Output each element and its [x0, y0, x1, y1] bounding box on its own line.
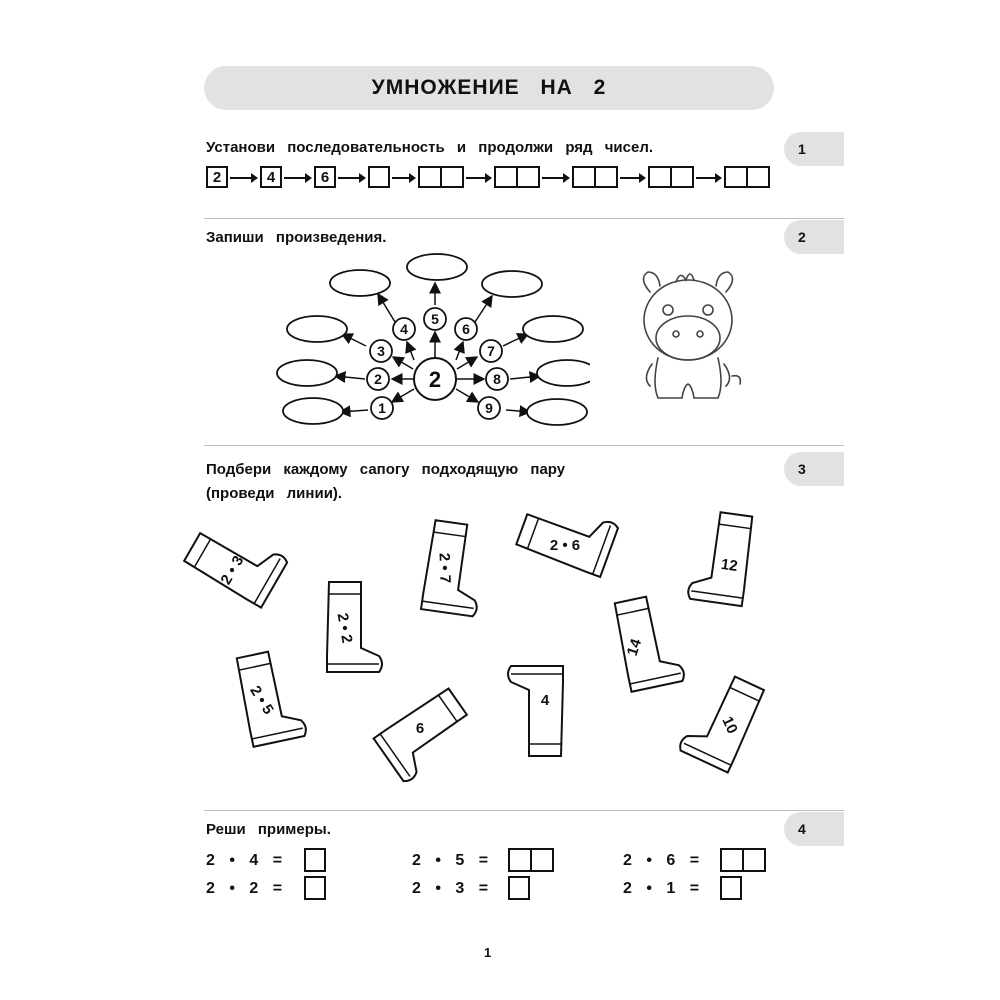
sequence-arrow: [230, 177, 256, 179]
task2-text: Запиши произведения.: [206, 229, 387, 246]
spoke-label: 9: [485, 400, 493, 416]
sequence-arrow: [284, 177, 310, 179]
spoke-label: 2: [374, 371, 382, 387]
answer-box[interactable]: [508, 876, 530, 900]
answer-oval[interactable]: [407, 254, 467, 280]
boot[interactable]: [613, 592, 686, 691]
example: 2 • 4 =: [206, 852, 283, 869]
sequence-answer-box[interactable]: [418, 166, 464, 188]
task3-number-label: 3: [798, 461, 806, 477]
answer-box[interactable]: [304, 876, 326, 900]
answer-box[interactable]: [720, 848, 766, 872]
answer-oval[interactable]: [523, 316, 583, 342]
center-number: 2: [428, 367, 442, 392]
sequence-arrow: [542, 177, 568, 179]
boot[interactable]: [678, 668, 766, 773]
task1-text: Установи последовательность и продолжи ряд чисел.: [206, 139, 654, 156]
example: 2 • 6 =: [623, 852, 700, 869]
answer-oval[interactable]: [482, 271, 542, 297]
section-divider: [204, 445, 844, 446]
answer-oval[interactable]: [283, 398, 343, 424]
sequence-answer-box[interactable]: [494, 166, 540, 188]
boot[interactable]: [374, 687, 479, 784]
example: 2 • 2 =: [206, 880, 283, 897]
spoke-label: 4: [400, 321, 408, 337]
task3-text-line2: (проведи линии).: [206, 485, 343, 502]
sequence-box-3: 6: [314, 166, 336, 188]
sequence-box-2: 4: [260, 166, 282, 188]
answer-oval[interactable]: [527, 399, 587, 425]
sequence-answer-box[interactable]: [572, 166, 618, 188]
boots-illustration: [170, 500, 810, 800]
boot-label: 2 • 2: [333, 611, 356, 645]
task2-number: [784, 220, 844, 254]
section-divider: [204, 218, 844, 219]
boot[interactable]: [687, 509, 754, 606]
title-bar: [204, 66, 774, 110]
sequence-arrow: [338, 177, 364, 179]
answer-box[interactable]: [720, 876, 742, 900]
spoke-label: 5: [431, 311, 439, 327]
task1-number-label: 1: [798, 141, 806, 157]
boot-label: 2 • 5: [246, 682, 277, 718]
sequence-answer-box[interactable]: [368, 166, 390, 188]
answer-box[interactable]: [508, 848, 554, 872]
boot[interactable]: [516, 500, 619, 577]
spoke-label: 3: [377, 343, 385, 359]
task2-number-label: 2: [798, 229, 806, 245]
answer-oval[interactable]: [287, 316, 347, 342]
boot-label: 12: [719, 555, 739, 576]
boot[interactable]: [327, 582, 382, 672]
task3-number: [784, 452, 844, 486]
answer-oval[interactable]: [277, 360, 337, 386]
example: 2 • 1 =: [623, 880, 700, 897]
section-divider: [204, 810, 844, 811]
example: 2 • 3 =: [412, 880, 489, 897]
boot-label: 14: [623, 636, 646, 658]
spoke-label: 8: [493, 371, 501, 387]
sequence-box-1: 2: [206, 166, 228, 188]
boot[interactable]: [235, 647, 308, 746]
hippo-illustration: [628, 258, 748, 408]
boot-label: 2 • 6: [549, 537, 581, 554]
sequence-arrow: [620, 177, 644, 179]
product-diagram: [270, 246, 590, 436]
sequence-arrow: [696, 177, 720, 179]
spoke-label: 1: [378, 400, 386, 416]
task1-number: [784, 132, 844, 166]
boot-label: 4: [540, 692, 550, 709]
page-number: 1: [484, 945, 492, 960]
boot[interactable]: [421, 520, 488, 617]
sequence-arrow: [466, 177, 490, 179]
sequence-arrow: [392, 177, 414, 179]
sequence-answer-box[interactable]: [648, 166, 694, 188]
example: 2 • 5 =: [412, 852, 489, 869]
task4-text: Реши примеры.: [206, 821, 331, 838]
boot-label: 10: [718, 714, 741, 737]
boot-label: 2 • 7: [435, 552, 454, 584]
sequence-answer-box[interactable]: [724, 166, 770, 188]
task4-number: [784, 812, 844, 846]
page-title: УМНОЖЕНИЕ НА 2: [371, 76, 607, 99]
boot[interactable]: [183, 515, 288, 608]
answer-box[interactable]: [304, 848, 326, 872]
boot[interactable]: [508, 666, 563, 756]
task4-number-label: 4: [798, 821, 806, 837]
boot-label: 2 • 3: [217, 552, 248, 588]
spoke-label: 7: [487, 343, 495, 359]
answer-oval[interactable]: [537, 360, 590, 386]
answer-oval[interactable]: [330, 270, 390, 296]
boot-label: 6: [415, 720, 425, 737]
task3-text-line1: Подбери каждому сапогу подходящую пару: [206, 461, 566, 478]
spoke-label: 6: [462, 321, 470, 337]
